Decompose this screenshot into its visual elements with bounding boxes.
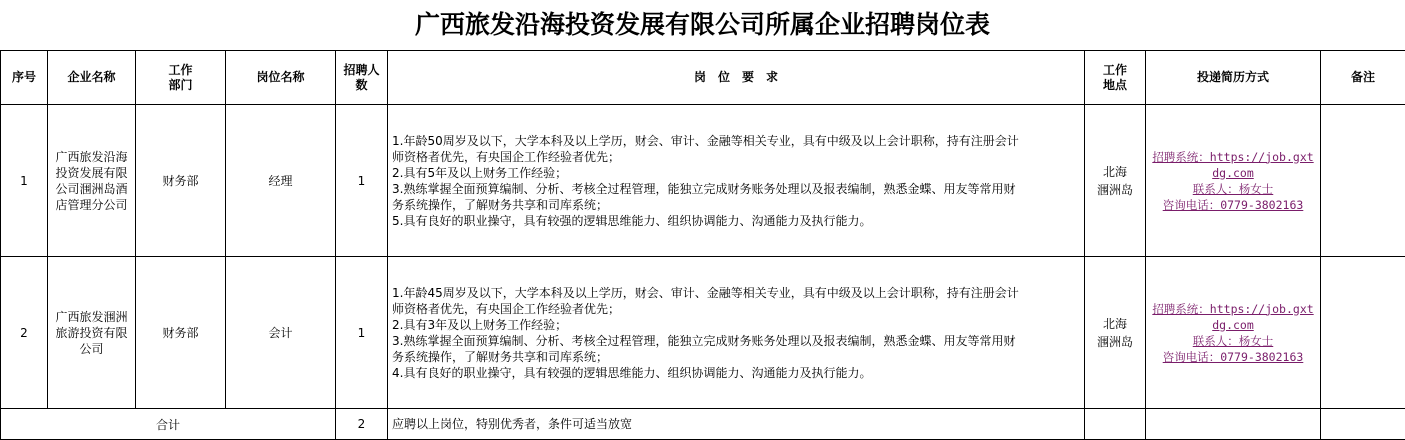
row-count: 1	[336, 105, 388, 257]
location-area: 涠洲岛	[1097, 335, 1133, 349]
total-count: 2	[336, 409, 388, 440]
row-remark	[1321, 105, 1405, 257]
header-location-line1: 工作	[1103, 63, 1127, 77]
row-seq: 2	[1, 257, 48, 409]
total-note: 应聘以上岗位，特别优秀者，条件可适当放宽	[388, 409, 1085, 440]
requirement-line: 务系统操作，了解财务共享和司库系统；	[392, 197, 1080, 213]
row-dept: 财务部	[136, 105, 226, 257]
apply-contact-person[interactable]: 联系人：杨女士	[1150, 333, 1316, 349]
requirement-line: 2.具有5年及以上财务工作经验；	[392, 165, 1080, 181]
requirement-line: 3.熟练掌握全面预算编制、分析、考核全过程管理，能独立完成财务账务处理以及报表编制，熟悉金蝶、用友等常用财	[392, 181, 1080, 197]
page-title: 广西旅发沿海投资发展有限公司所属企业招聘岗位表	[0, 0, 1405, 50]
apply-system-link[interactable]: 招聘系统：https://job.gxt	[1150, 301, 1316, 317]
table-row	[1, 257, 1405, 409]
header-apply: 投递简历方式	[1146, 51, 1321, 105]
table-row	[1, 105, 1405, 257]
apply-phone[interactable]: 咨询电话：0779-3802163	[1150, 349, 1316, 365]
header-seq: 序号	[1, 51, 48, 105]
row-apply	[1146, 257, 1321, 409]
total-apply	[1146, 409, 1321, 440]
row-location	[1085, 257, 1146, 409]
apply-system-link-cont[interactable]: dg.com	[1150, 165, 1316, 181]
apply-contact-person[interactable]: 联系人：杨女士	[1150, 181, 1316, 197]
recruitment-table	[0, 50, 1405, 440]
header-remark: 备注	[1321, 51, 1405, 105]
row-requirements	[388, 105, 1085, 257]
row-apply	[1146, 105, 1321, 257]
row-dept: 财务部	[136, 257, 226, 409]
requirement-line: 5.具有良好的职业操守，具有较强的逻辑思维能力、组织协调能力、沟通能力及执行能力。	[392, 213, 1080, 229]
row-seq: 1	[1, 105, 48, 257]
header-count-line1: 招聘人	[343, 63, 379, 77]
apply-system-link-cont[interactable]: dg.com	[1150, 317, 1316, 333]
header-company: 企业名称	[48, 51, 136, 105]
header-requirements: 岗 位 要 求	[388, 51, 1085, 105]
header-dept	[136, 51, 226, 105]
row-remark	[1321, 257, 1405, 409]
header-dept-line2: 部门	[168, 78, 192, 92]
row-requirements	[388, 257, 1085, 409]
apply-phone[interactable]: 咨询电话：0779-3802163	[1150, 197, 1316, 213]
row-position: 经理	[226, 105, 336, 257]
header-count	[336, 51, 388, 105]
requirement-line: 4.具有良好的职业操守，具有较强的逻辑思维能力、组织协调能力、沟通能力及执行能力。	[392, 365, 1080, 381]
row-company: 广西旅发涠洲旅游投资有限公司	[48, 257, 136, 409]
total-location	[1085, 409, 1146, 440]
requirement-line: 师资格者优先，有央国企工作经验者优先；	[392, 149, 1080, 165]
header-dept-line1: 工作	[168, 63, 192, 77]
apply-system-link[interactable]: 招聘系统：https://job.gxt	[1150, 149, 1316, 165]
requirement-line: 1.年龄45周岁及以下，大学本科及以上学历，财会、审计、金融等相关专业，具有中级及以上会计职称，持有注册会计	[392, 285, 1080, 301]
total-row	[1, 409, 1405, 440]
header-position: 岗位名称	[226, 51, 336, 105]
requirement-line: 师资格者优先，有央国企工作经验者优先；	[392, 301, 1080, 317]
row-position: 会计	[226, 257, 336, 409]
total-remark	[1321, 409, 1405, 440]
row-company: 广西旅发沿海投资发展有限公司涠洲岛酒店管理分公司	[48, 105, 136, 257]
requirement-line: 1.年龄50周岁及以下，大学本科及以上学历，财会、审计、金融等相关专业，具有中级及以上会计职称，持有注册会计	[392, 133, 1080, 149]
requirement-line: 2.具有3年及以上财务工作经验；	[392, 317, 1080, 333]
row-count: 1	[336, 257, 388, 409]
header-row	[1, 51, 1405, 105]
header-location-line2: 地点	[1103, 78, 1127, 92]
total-label: 合计	[1, 409, 336, 440]
location-area: 涠洲岛	[1097, 183, 1133, 197]
header-count-line2: 数	[355, 78, 367, 92]
row-location	[1085, 105, 1146, 257]
location-city: 北海	[1103, 165, 1127, 179]
requirement-line: 务系统操作，了解财务共享和司库系统；	[392, 349, 1080, 365]
header-location	[1085, 51, 1146, 105]
requirement-line: 3.熟练掌握全面预算编制、分析、考核全过程管理，能独立完成财务账务处理以及报表编制，熟悉金蝶、用友等常用财	[392, 333, 1080, 349]
location-city: 北海	[1103, 317, 1127, 331]
